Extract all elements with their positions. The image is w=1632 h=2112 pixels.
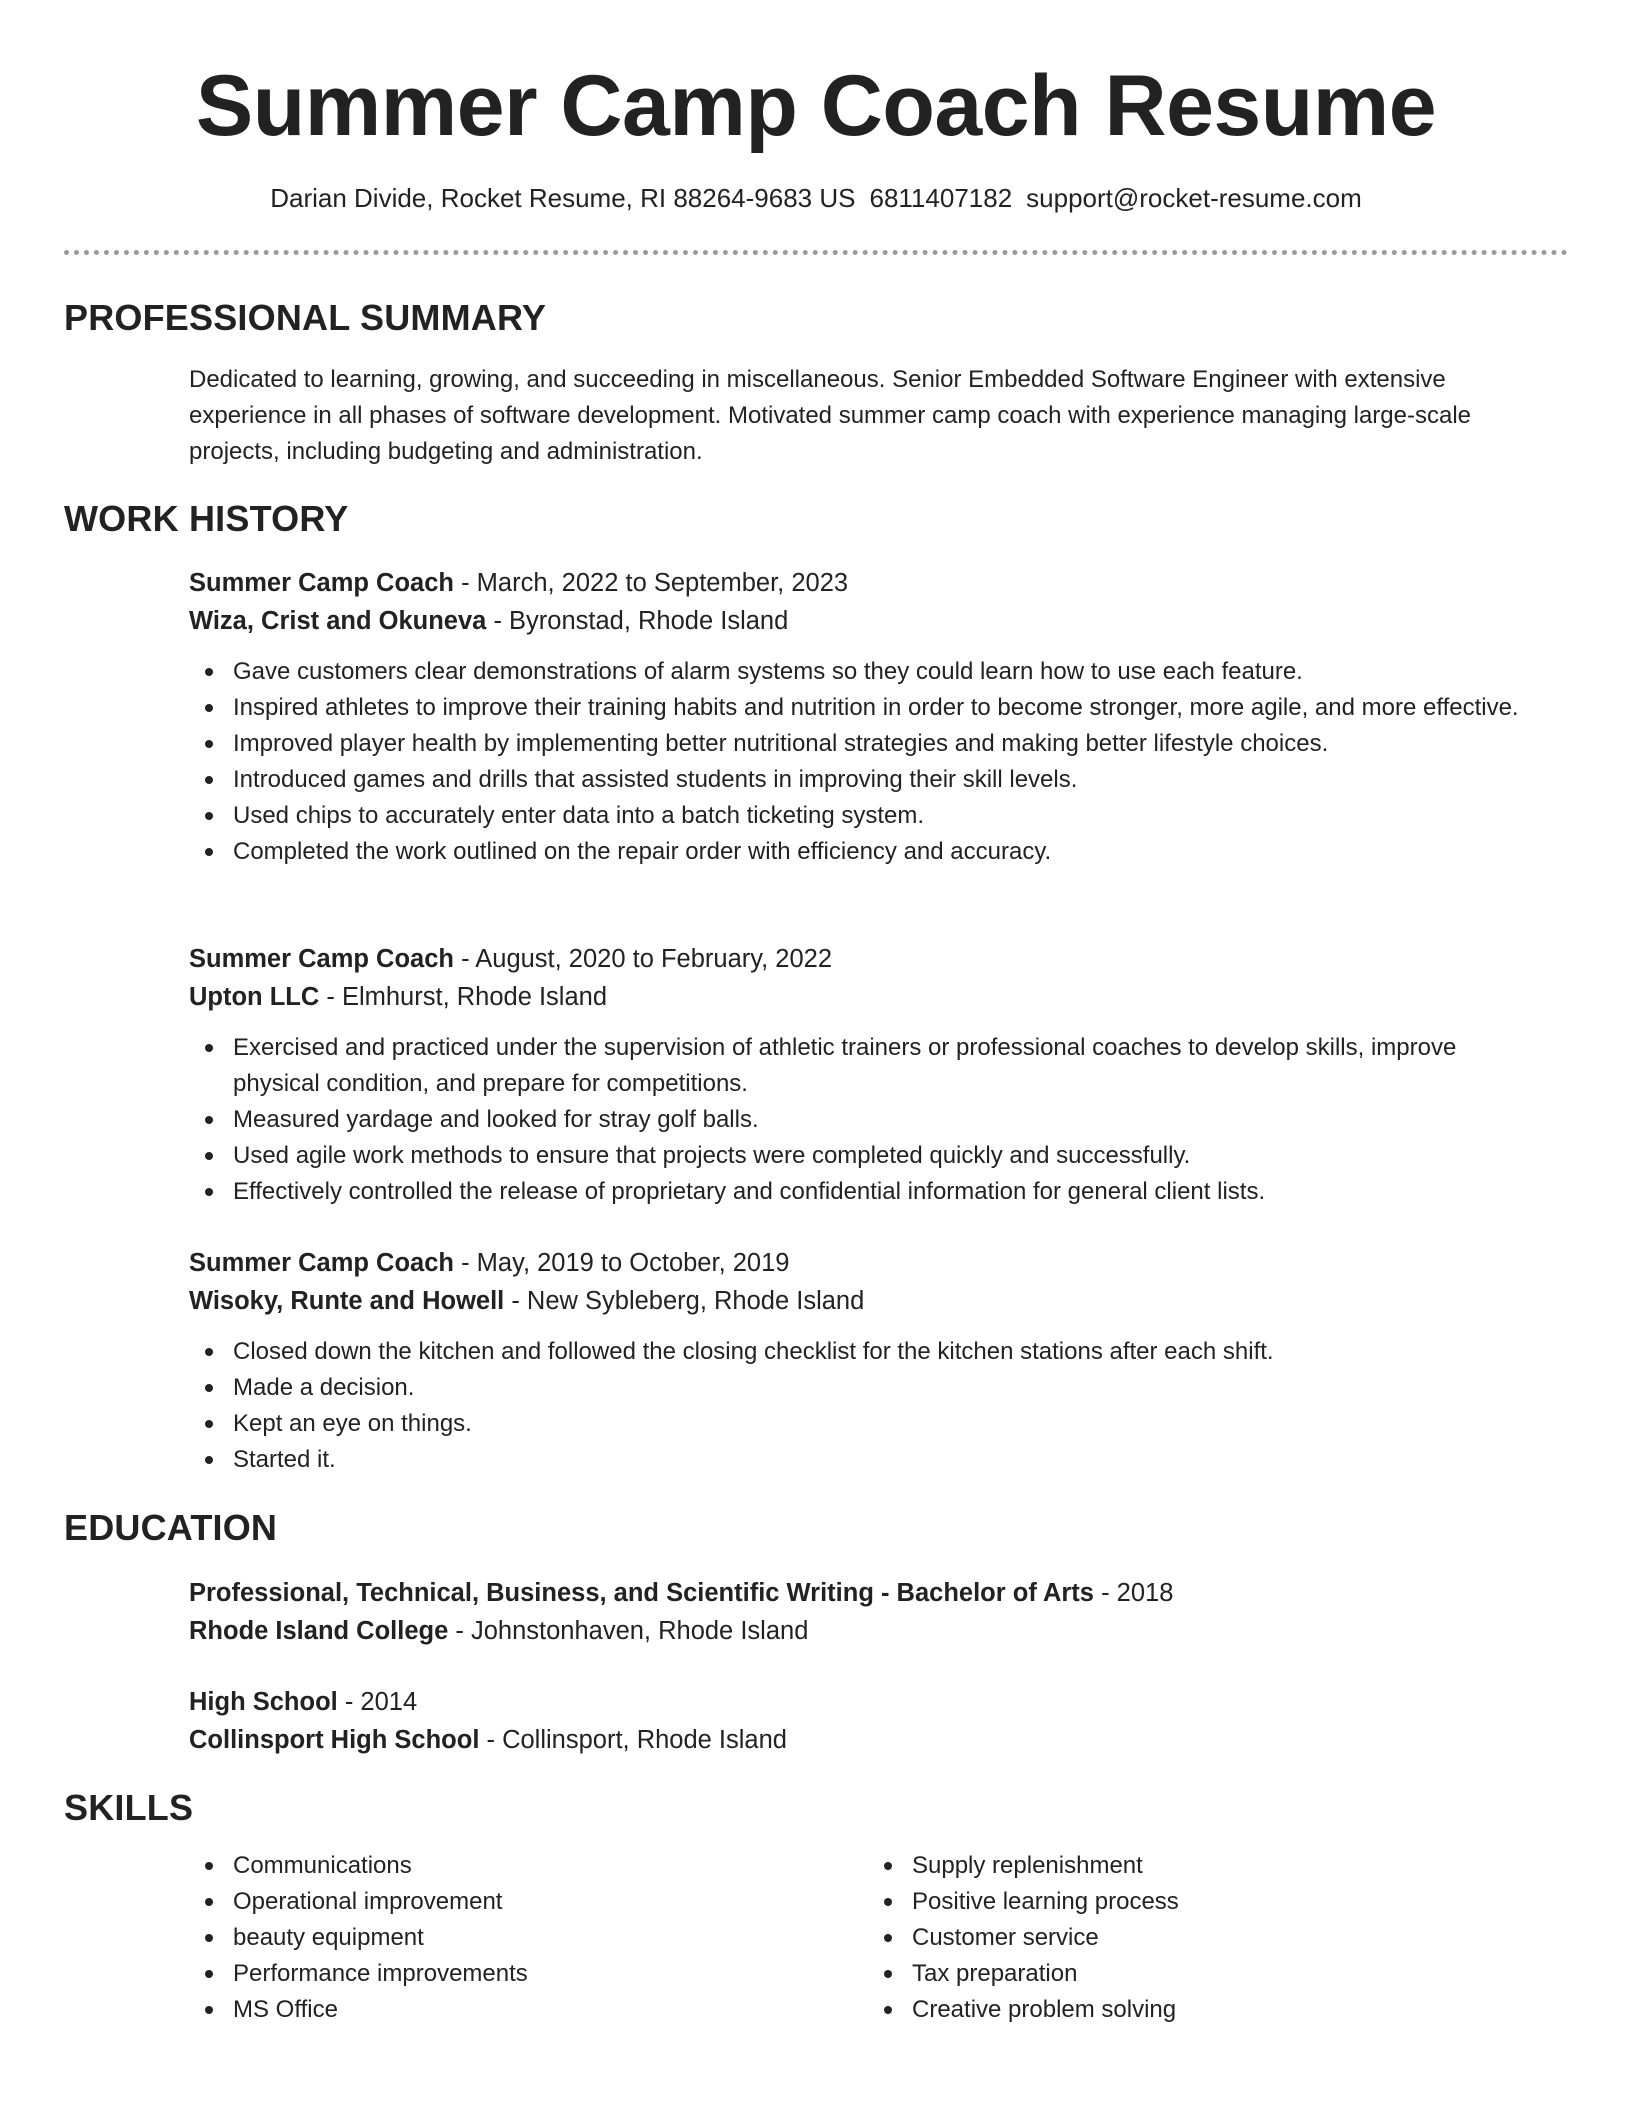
job-location: - New Sybleberg, Rhode Island [504,1287,865,1315]
job-title: Summer Camp Coach [189,945,454,973]
education-heading: EDUCATION [64,1507,278,1548]
list-item: Measured yardage and looked for stray golf balls. [189,1102,1529,1138]
job-dates: - May, 2019 to October, 2019 [454,1249,790,1277]
skill-item: Creative problem solving [868,1992,1488,2028]
job-company: Wisoky, Runte and Howell [189,1287,505,1315]
list-item: Completed the work outlined on the repair order with efficiency and accuracy. [189,834,1529,870]
list-item: Inspired athletes to improve their training habits and nutrition in order to become stronger, more agile, and more effective. [189,690,1529,726]
degree-name: High School [189,1688,338,1716]
skill-item: MS Office [189,1992,809,2028]
contact-email[interactable]: support@rocket-resume.com [1026,183,1362,213]
list-item: Improved player health by implementing better nutritional strategies and making better lifestyle choices. [189,726,1529,762]
school-line [189,1612,1529,1650]
resume-title: Summer Camp Coach Resume [195,58,1437,154]
job-company-line [189,602,1529,640]
job-location: - Elmhurst, Rhode Island [319,983,608,1011]
skill-item: Communications [189,1848,809,1884]
job-dates: - August, 2020 to February, 2022 [454,945,833,973]
job-entry [189,1244,1529,1478]
school-location: - Collinsport, Rhode Island [479,1726,787,1754]
job-company-line [189,978,1529,1016]
contact-phone: 6811407182 [869,183,1013,213]
work-history-heading: WORK HISTORY [64,498,349,539]
list-item: Used chips to accurately enter data into a batch ticketing system. [189,798,1529,834]
school-line [189,1721,1529,1759]
skills-heading: SKILLS [64,1787,194,1828]
skill-item: Supply replenishment [868,1848,1488,1884]
list-item: Gave customers clear demonstrations of alarm systems so they could learn how to use each feature. [189,654,1529,690]
degree-year: - 2014 [337,1688,418,1716]
school-name: Collinsport High School [189,1726,480,1754]
degree-line [189,1683,1529,1721]
skill-item: beauty equipment [189,1920,809,1956]
job-title: Summer Camp Coach [189,1249,454,1277]
degree-line [189,1574,1529,1612]
skill-item: Operational improvement [189,1884,809,1920]
school-name: Rhode Island College [189,1617,449,1645]
list-item: Started it. [189,1442,1529,1478]
degree-name: Professional, Technical, Business, and Scientific Writing - Bachelor of Arts [189,1579,1094,1607]
skills-column-right [868,1848,1488,2028]
job-entry [189,564,1529,870]
job-bullets [189,1030,1529,1210]
job-location: - Byronstad, Rhode Island [486,607,789,635]
contact-address: Darian Divide, Rocket Resume, RI 88264-9683 US [270,183,856,213]
job-title: Summer Camp Coach [189,569,454,597]
job-title-line [189,564,1529,602]
summary-text: Dedicated to learning, growing, and succeeding in miscellaneous. Senior Embedded Software Engineer with extensive experience in all phases of software development. Motivated summer camp coach with experience managing large-scale projects, including budgeting and administration. [189,366,1471,465]
job-company-line [189,1282,1529,1320]
list-item: Closed down the kitchen and followed the closing checklist for the kitchen stations after each shift. [189,1334,1529,1370]
education-entry [189,1683,1529,1759]
summary-section [189,362,1529,470]
contact-line [0,180,1632,216]
job-title-line [189,940,1529,978]
degree-year: - 2018 [1093,1579,1174,1607]
skills-list [189,1848,809,2028]
job-bullets [189,1334,1529,1478]
skill-item: Performance improvements [189,1956,809,1992]
job-title-line [189,1244,1529,1282]
list-item: Used agile work methods to ensure that projects were completed quickly and successfully. [189,1138,1529,1174]
list-item: Exercised and practiced under the supervision of athletic trainers or professional coaches to develop skills, improve physical condition, and prepare for competitions. [189,1030,1529,1102]
header-divider [64,250,1568,255]
education-entry [189,1574,1529,1650]
skill-item: Positive learning process [868,1884,1488,1920]
job-company: Upton LLC [189,983,320,1011]
job-bullets [189,654,1529,870]
summary-heading: PROFESSIONAL SUMMARY [64,297,547,338]
list-item: Made a decision. [189,1370,1529,1406]
skill-item: Tax preparation [868,1956,1488,1992]
list-item: Effectively controlled the release of proprietary and confidential information for general client lists. [189,1174,1529,1210]
list-item: Introduced games and drills that assisted students in improving their skill levels. [189,762,1529,798]
skills-list [868,1848,1488,2028]
skill-item: Customer service [868,1920,1488,1956]
school-location: - Johnstonhaven, Rhode Island [448,1617,809,1645]
job-dates: - March, 2022 to September, 2023 [454,569,849,597]
job-company: Wiza, Crist and Okuneva [189,607,487,635]
job-entry [189,940,1529,1210]
list-item: Kept an eye on things. [189,1406,1529,1442]
skills-column-left [189,1848,809,2028]
